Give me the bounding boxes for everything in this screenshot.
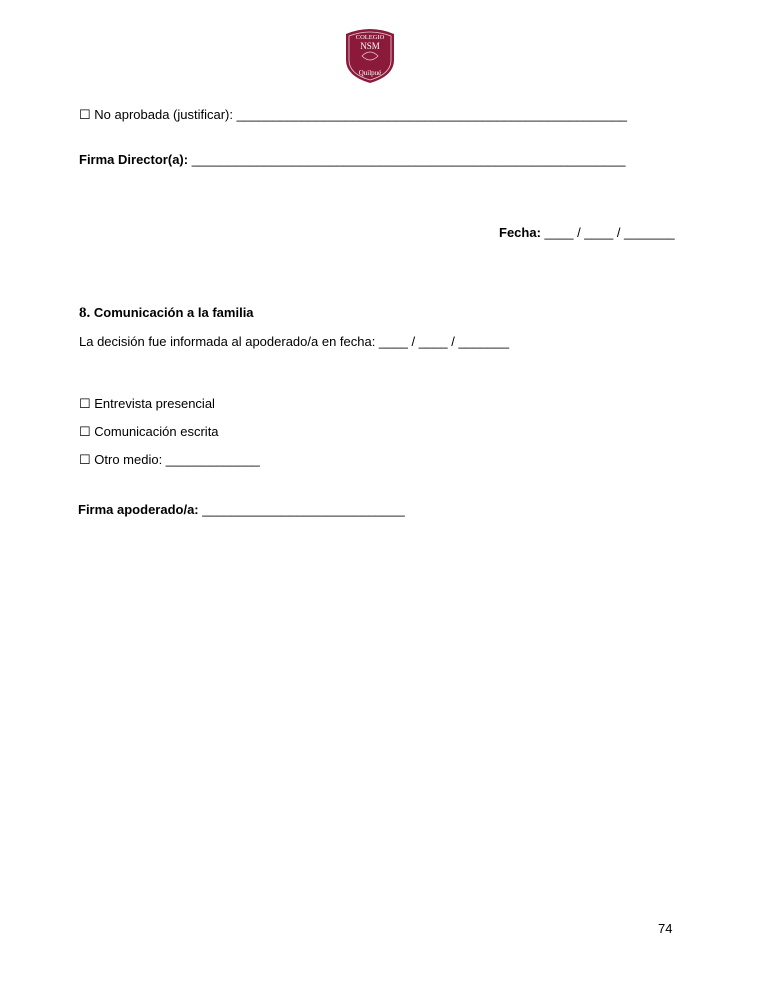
logo-line-colegio: COLEGIO <box>355 34 385 41</box>
school-logo <box>342 26 398 84</box>
option-in-person-interview: ☐ Entrevista presencial <box>79 396 215 411</box>
director-signature-line: ____________________________________________________________ <box>191 152 626 167</box>
section-title: Comunicación a la familia <box>93 305 254 320</box>
logo-line-quilpue: Quilpué <box>358 69 382 77</box>
date-label: Fecha: <box>499 225 541 240</box>
guardian-signature-label: Firma apoderado/a: <box>78 502 199 517</box>
guardian-signature-line: ____________________________ <box>202 502 405 517</box>
director-signature-row <box>79 152 626 168</box>
shield-crest-icon <box>342 26 398 84</box>
option-other-means: ☐ Otro medio: _____________ <box>79 452 260 467</box>
guardian-signature-row <box>78 502 405 518</box>
not-approved-option: ☐ No aprobada (justificar): ______________________________________________________ <box>79 107 628 122</box>
director-signature-label: Firma Director(a): <box>79 152 189 167</box>
date-row <box>499 225 675 241</box>
option-written-communication: ☐ Comunicación escrita <box>79 424 219 439</box>
date-value: ____ / ____ / _______ <box>544 225 675 240</box>
page-number: 74 <box>658 921 673 936</box>
logo-line-nsm: NSM <box>360 41 380 51</box>
section-number: 8. <box>79 305 91 321</box>
informed-date-text: La decisión fue informada al apoderado/a en fecha: ____ / ____ / _______ <box>79 334 510 349</box>
section-heading <box>79 305 254 321</box>
